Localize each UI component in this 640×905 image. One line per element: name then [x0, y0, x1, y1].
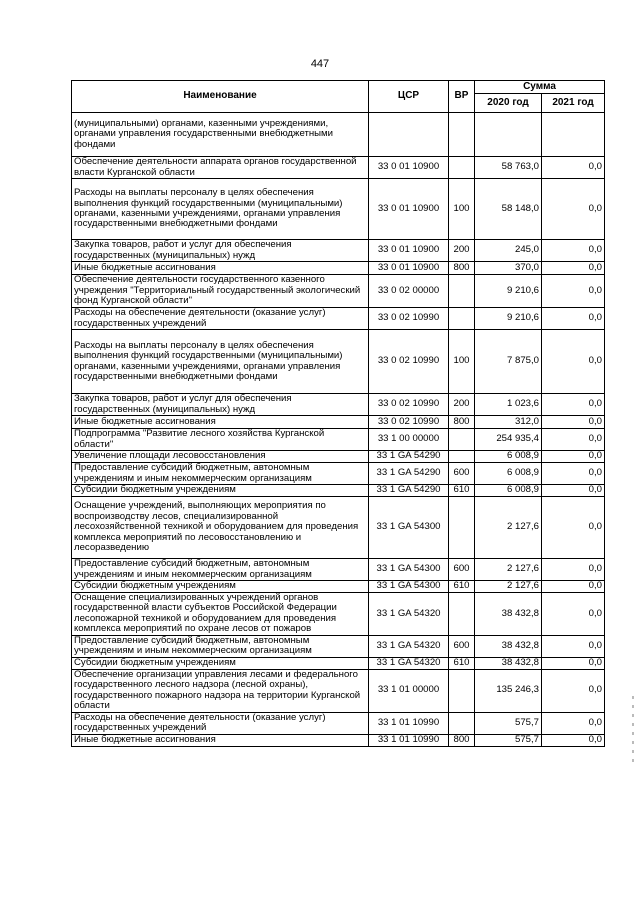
row-csr: 33 1 GA 54290 [369, 463, 449, 485]
row-csr: 33 0 01 10900 [369, 179, 449, 240]
row-csr: 33 0 01 10900 [369, 157, 449, 179]
row-name: Иные бюджетные ассигнования [72, 262, 369, 275]
row-2021: 0,0 [542, 451, 605, 463]
row-2021: 0,0 [542, 635, 605, 657]
page-number: 447 [310, 58, 330, 70]
table-row [72, 429, 605, 451]
row-2020: 1 023,6 [475, 394, 542, 416]
row-2020: 9 210,6 [475, 308, 542, 330]
table-row [72, 157, 605, 179]
row-2020: 38 432,8 [475, 593, 542, 636]
row-2021: 0,0 [542, 262, 605, 275]
row-name: Предоставление субсидий бюджетным, автономным учреждениям и иным некоммерческим организациям [72, 635, 369, 657]
row-vr: 610 [449, 485, 475, 497]
table-row [72, 179, 605, 240]
header-name: Наименование [72, 81, 369, 113]
row-vr: 610 [449, 581, 475, 593]
row-2020: 370,0 [475, 262, 542, 275]
row-name: Увеличение площади лесовосстановления [72, 451, 369, 463]
row-2021: 0,0 [542, 416, 605, 429]
row-2020: 6 008,9 [475, 463, 542, 485]
row-2021: 0,0 [542, 712, 605, 734]
row-2020: 2 127,6 [475, 581, 542, 593]
row-vr [449, 113, 475, 157]
row-csr: 33 1 GA 54300 [369, 497, 449, 559]
table-row [72, 308, 605, 330]
row-vr: 600 [449, 635, 475, 657]
table-row [72, 734, 605, 746]
table-row [72, 485, 605, 497]
row-2021: 0,0 [542, 330, 605, 394]
row-2020: 312,0 [475, 416, 542, 429]
row-2020: 9 210,6 [475, 275, 542, 308]
row-csr: 33 0 01 10900 [369, 240, 449, 262]
row-name: Предоставление субсидий бюджетным, автономным учреждениям и иным некоммерческим организациям [72, 559, 369, 581]
scan-margin-marks [630, 690, 636, 890]
row-name: Субсидии бюджетным учреждениям [72, 657, 369, 669]
row-name: Оснащение учреждений, выполняющих мероприятия по воспроизводству лесов, специализированной лесохозяйственной техникой и оборудованием для проведения комплекса мероприятий по лесовосстановлению и лесоразведению [72, 497, 369, 559]
row-2020: 575,7 [475, 712, 542, 734]
row-name: (муниципальными) органами, казенными учреждениями, органами управления государственными внебюджетными фондами [72, 113, 369, 157]
table-row [72, 416, 605, 429]
row-csr: 33 1 GA 54300 [369, 559, 449, 581]
table-row [72, 275, 605, 308]
table-row [72, 497, 605, 559]
row-2021: 0,0 [542, 275, 605, 308]
header-sum: Сумма [475, 81, 605, 94]
row-2021: 0,0 [542, 581, 605, 593]
table-row [72, 581, 605, 593]
row-name: Оснащение специализированных учреждений органов государственной власти субъектов Российской Федерации лесопожарной техникой и оборудованием для проведения комплекса мероприятий по охране лесов от пожаров [72, 593, 369, 636]
table-header [72, 81, 605, 113]
row-2020: 135 246,3 [475, 669, 542, 712]
row-csr: 33 0 02 00000 [369, 275, 449, 308]
row-2021: 0,0 [542, 485, 605, 497]
row-name: Расходы на обеспечение деятельности (оказание услуг) государственных учреждений [72, 308, 369, 330]
row-2020: 6 008,9 [475, 451, 542, 463]
row-name: Субсидии бюджетным учреждениям [72, 581, 369, 593]
row-vr [449, 669, 475, 712]
row-2021: 0,0 [542, 240, 605, 262]
row-name: Расходы на обеспечение деятельности (оказание услуг) государственных учреждений [72, 712, 369, 734]
row-csr: 33 1 GA 54290 [369, 485, 449, 497]
row-vr [449, 593, 475, 636]
row-2021: 0,0 [542, 657, 605, 669]
row-name: Обеспечение организации управления лесами и федерального государственного лесного надзора (лесной охраны), государственного пожарного надзора на территории Курганской области [72, 669, 369, 712]
row-2021 [542, 113, 605, 157]
table-row [72, 593, 605, 636]
row-2020: 38 432,8 [475, 635, 542, 657]
row-csr: 33 0 02 10990 [369, 330, 449, 394]
row-2021: 0,0 [542, 497, 605, 559]
row-csr: 33 1 01 00000 [369, 669, 449, 712]
row-name: Подпрограмма "Развитие лесного хозяйства Курганской области" [72, 429, 369, 451]
row-csr: 33 1 GA 54290 [369, 451, 449, 463]
row-2020: 2 127,6 [475, 559, 542, 581]
row-vr [449, 308, 475, 330]
row-2021: 0,0 [542, 429, 605, 451]
table-row [72, 330, 605, 394]
row-vr: 610 [449, 657, 475, 669]
table-row [72, 463, 605, 485]
row-vr: 100 [449, 179, 475, 240]
row-csr: 33 0 02 10990 [369, 394, 449, 416]
table-row [72, 451, 605, 463]
row-csr: 33 1 01 10990 [369, 734, 449, 746]
row-name: Закупка товаров, работ и услуг для обеспечения государственных (муниципальных) нужд [72, 394, 369, 416]
row-2021: 0,0 [542, 593, 605, 636]
row-vr [449, 497, 475, 559]
header-csr: ЦСР [369, 81, 449, 113]
row-vr [449, 157, 475, 179]
header-2021: 2021 год [542, 94, 605, 113]
row-2020: 38 432,8 [475, 657, 542, 669]
row-vr [449, 712, 475, 734]
row-name: Обеспечение деятельности аппарата органов государственной власти Курганской области [72, 157, 369, 179]
table-row [72, 657, 605, 669]
header-vr: ВР [449, 81, 475, 113]
row-csr [369, 113, 449, 157]
row-csr: 33 1 01 10990 [369, 712, 449, 734]
table-body [72, 113, 605, 747]
row-vr [449, 429, 475, 451]
row-csr: 33 1 00 00000 [369, 429, 449, 451]
row-2021: 0,0 [542, 308, 605, 330]
row-2020: 254 935,4 [475, 429, 542, 451]
row-2021: 0,0 [542, 463, 605, 485]
row-2020: 7 875,0 [475, 330, 542, 394]
table-row [72, 712, 605, 734]
row-name: Закупка товаров, работ и услуг для обеспечения государственных (муниципальных) нужд [72, 240, 369, 262]
table-row [72, 262, 605, 275]
row-2021: 0,0 [542, 559, 605, 581]
row-name: Расходы на выплаты персоналу в целях обеспечения выполнения функций государственными (муниципальными) органами, казенными учреждениями, органами управления государственными внебюджетными фондами [72, 179, 369, 240]
row-2021: 0,0 [542, 734, 605, 746]
row-vr: 800 [449, 262, 475, 275]
table-row [72, 559, 605, 581]
row-vr: 800 [449, 734, 475, 746]
row-2021: 0,0 [542, 179, 605, 240]
row-vr: 600 [449, 559, 475, 581]
table-row [72, 113, 605, 157]
row-2021: 0,0 [542, 669, 605, 712]
row-2020: 6 008,9 [475, 485, 542, 497]
row-name: Обеспечение деятельности государственного казенного учреждения "Территориальный государственный экологический фонд Курганской области" [72, 275, 369, 308]
row-csr: 33 1 GA 54320 [369, 593, 449, 636]
table-row [72, 240, 605, 262]
row-2020: 58 148,0 [475, 179, 542, 240]
row-2021: 0,0 [542, 394, 605, 416]
row-vr: 100 [449, 330, 475, 394]
row-name: Расходы на выплаты персоналу в целях обеспечения выполнения функций государственными (муниципальными) органами, казенными учреждениями, органами управления государственными внебюджетными фондами [72, 330, 369, 394]
row-vr: 800 [449, 416, 475, 429]
row-vr: 200 [449, 240, 475, 262]
budget-table [71, 80, 605, 747]
table-row [72, 635, 605, 657]
header-2020: 2020 год [475, 94, 542, 113]
row-csr: 33 0 01 10900 [369, 262, 449, 275]
row-name: Предоставление субсидий бюджетным, автономным учреждениям и иным некоммерческим организациям [72, 463, 369, 485]
row-name: Иные бюджетные ассигнования [72, 416, 369, 429]
row-csr: 33 1 GA 54300 [369, 581, 449, 593]
row-csr: 33 1 GA 54320 [369, 635, 449, 657]
row-2020: 245,0 [475, 240, 542, 262]
row-vr [449, 451, 475, 463]
row-vr [449, 275, 475, 308]
row-csr: 33 0 02 10990 [369, 308, 449, 330]
row-vr: 600 [449, 463, 475, 485]
table-row [72, 394, 605, 416]
row-vr: 200 [449, 394, 475, 416]
table-row [72, 669, 605, 712]
row-csr: 33 1 GA 54320 [369, 657, 449, 669]
row-name: Иные бюджетные ассигнования [72, 734, 369, 746]
row-2021: 0,0 [542, 157, 605, 179]
row-2020: 575,7 [475, 734, 542, 746]
row-2020: 58 763,0 [475, 157, 542, 179]
row-csr: 33 0 02 10990 [369, 416, 449, 429]
row-name: Субсидии бюджетным учреждениям [72, 485, 369, 497]
row-2020 [475, 113, 542, 157]
row-2020: 2 127,6 [475, 497, 542, 559]
